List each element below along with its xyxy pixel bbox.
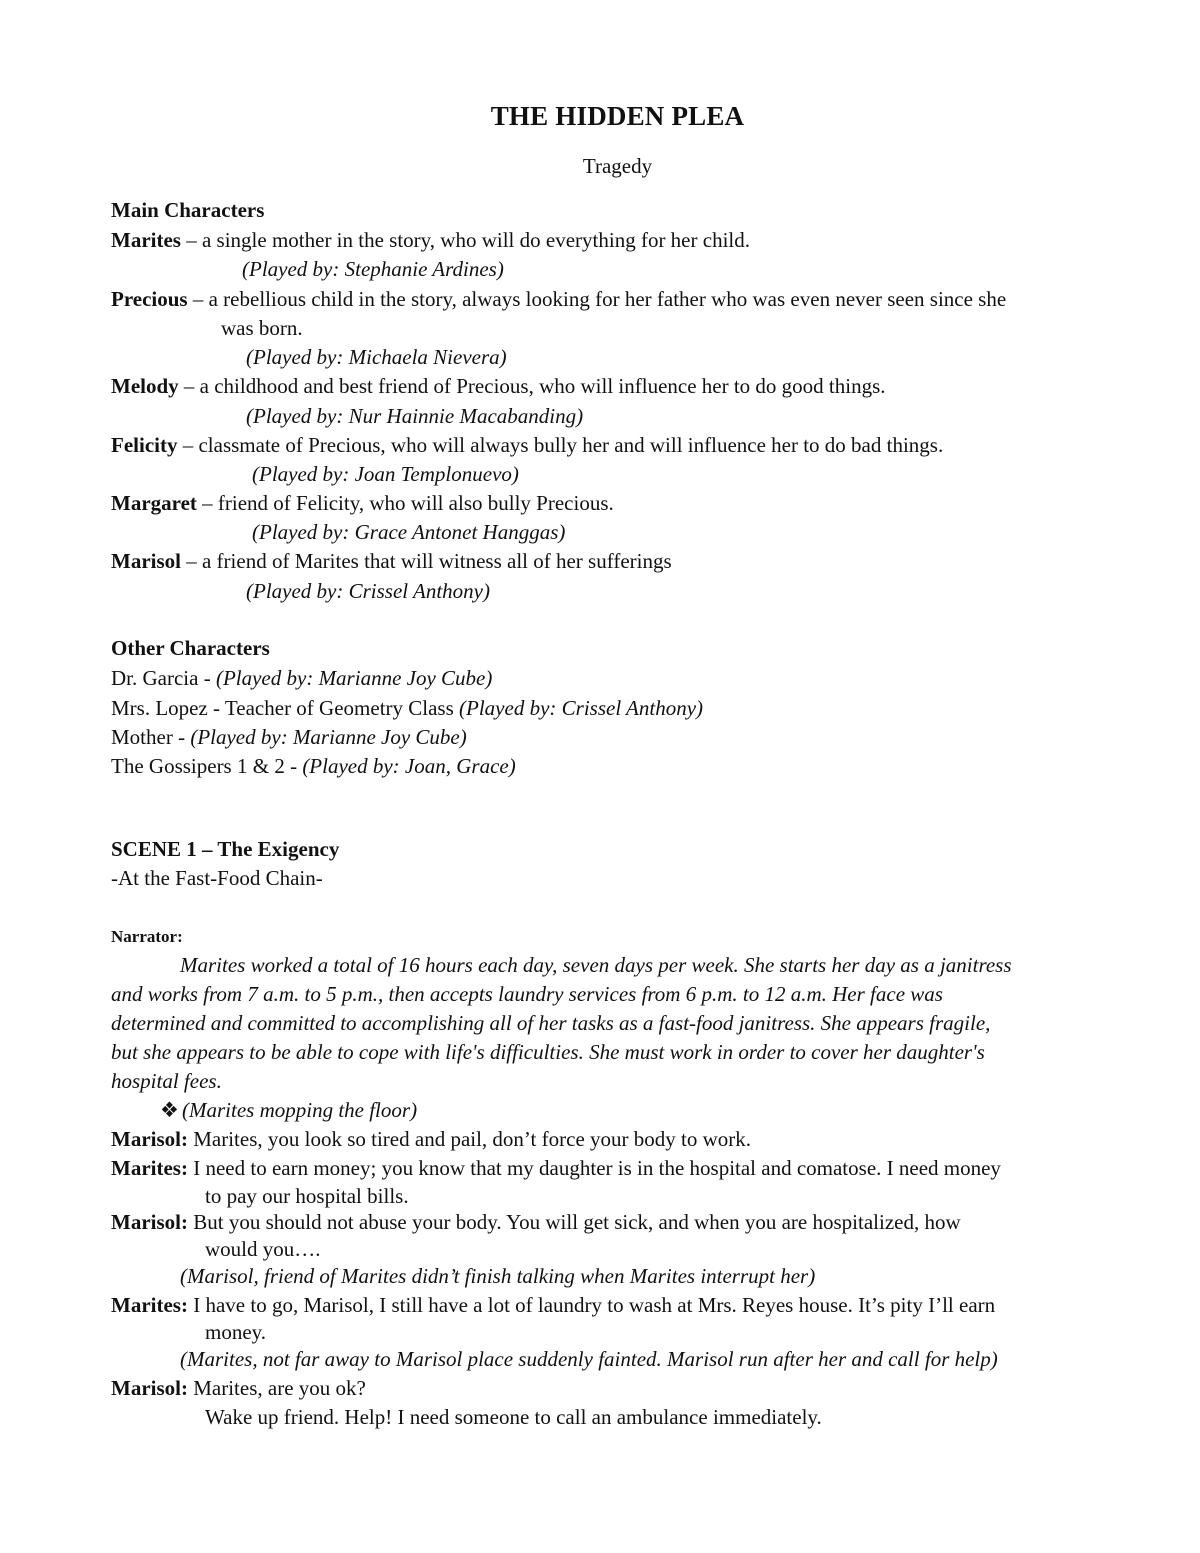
other-characters-heading: Other Characters bbox=[111, 636, 270, 660]
narration-line: determined and committed to accomplishing all of her tasks as a fast-food janitress. She appears fragile, bbox=[111, 1011, 991, 1035]
character-name: Precious bbox=[111, 287, 188, 311]
played-by: (Played by: Grace Antonet Hanggas) bbox=[252, 520, 566, 544]
speaker-name: Marisol: bbox=[111, 1127, 188, 1151]
character-description-continued: was born. bbox=[221, 316, 303, 340]
other-character-text: Mrs. Lopez - Teacher of Geometry Class bbox=[111, 696, 460, 720]
character-name: Margaret bbox=[111, 491, 197, 515]
other-character-text: Dr. Garcia - bbox=[111, 666, 216, 690]
character-description: – a rebellious child in the story, always looking for her father who was even never seen since she bbox=[187, 287, 1007, 311]
played-by: (Played by: Marianne Joy Cube) bbox=[215, 666, 493, 690]
dialogue-text: Marites, you look so tired and pail, don’t force your body to work. bbox=[187, 1127, 751, 1151]
played-by: (Played by: Crissel Anthony) bbox=[459, 696, 704, 720]
dialogue-text: Marites, are you ok? bbox=[187, 1376, 366, 1400]
main-characters-heading: Main Characters bbox=[111, 198, 265, 222]
diamond-bullet-icon: ❖ bbox=[160, 1098, 179, 1122]
dialogue-text: I need to earn money; you know that my daughter is in the hospital and comatose. I need money bbox=[187, 1156, 1001, 1180]
stage-action-text: (Marites mopping the floor) bbox=[182, 1098, 418, 1122]
dialogue-text: But you should not abuse your body. You will get sick, and when you are hospitalized, how bbox=[187, 1210, 961, 1234]
character-entry bbox=[111, 489, 614, 518]
scene-setting: -At the Fast-Food Chain- bbox=[111, 866, 323, 890]
narration-line: Marites worked a total of 16 hours each day, seven days per week. She starts her day as a janitress bbox=[180, 953, 1012, 977]
character-description: – a single mother in the story, who will do everything for her child. bbox=[180, 228, 750, 252]
character-name: Marites bbox=[111, 228, 181, 252]
speaker-name: Marisol: bbox=[111, 1376, 188, 1400]
played-by: (Played by: Crissel Anthony) bbox=[246, 579, 490, 603]
character-entry bbox=[111, 226, 750, 255]
character-name: Marisol bbox=[111, 549, 181, 573]
character-description: – a childhood and best friend of Precious, who will influence her to do good things. bbox=[178, 374, 886, 398]
speaker-name: Marites: bbox=[111, 1156, 188, 1180]
scene-heading: SCENE 1 – The Exigency bbox=[111, 837, 340, 861]
dialogue-line bbox=[111, 1291, 995, 1320]
other-character-entry bbox=[111, 752, 516, 781]
dialogue-text: I have to go, Marisol, I still have a lot of laundry to wash at Mrs. Reyes house. It’s pity I’ll earn bbox=[187, 1293, 996, 1317]
dialogue-line bbox=[111, 1154, 1001, 1183]
character-entry bbox=[111, 372, 886, 401]
played-by: (Played by: Marianne Joy Cube) bbox=[190, 725, 467, 749]
dialogue-continued: to pay our hospital bills. bbox=[205, 1184, 409, 1208]
played-by: (Played by: Michaela Nievera) bbox=[246, 345, 507, 369]
character-entry bbox=[111, 285, 1006, 314]
dialogue-line bbox=[111, 1208, 961, 1237]
stage-direction: (Marites, not far away to Marisol place suddenly fainted. Marisol run after her and call for help) bbox=[180, 1347, 998, 1371]
character-name: Felicity bbox=[111, 433, 178, 457]
play-title: THE HIDDEN PLEA bbox=[490, 101, 745, 131]
played-by: (Played by: Stephanie Ardines) bbox=[242, 257, 504, 281]
speaker-name: Marites: bbox=[111, 1293, 188, 1317]
played-by: (Played by: Joan Templonuevo) bbox=[252, 462, 519, 486]
dialogue-line bbox=[111, 1374, 366, 1403]
character-entry bbox=[111, 547, 672, 576]
narration-line: and works from 7 a.m. to 5 p.m., then accepts laundry services from 6 p.m. to 12 a.m. Her face was bbox=[111, 982, 943, 1006]
play-genre: Tragedy bbox=[582, 154, 653, 178]
other-character-entry bbox=[111, 723, 467, 752]
character-description: – a friend of Marites that will witness all of her sufferings bbox=[180, 549, 672, 573]
other-character-text: The Gossipers 1 & 2 - bbox=[111, 754, 303, 778]
other-character-text: Mother - bbox=[111, 725, 191, 749]
narration-line: hospital fees. bbox=[111, 1069, 222, 1093]
dialogue-continued: would you…. bbox=[205, 1237, 321, 1261]
dialogue-continued: money. bbox=[205, 1320, 267, 1344]
dialogue-continued: Wake up friend. Help! I need someone to call an ambulance immediately. bbox=[205, 1405, 822, 1429]
stage-action bbox=[160, 1096, 417, 1125]
character-entry bbox=[111, 431, 943, 460]
other-character-entry bbox=[111, 694, 703, 723]
stage-direction: (Marisol, friend of Marites didn’t finish talking when Marites interrupt her) bbox=[180, 1264, 816, 1288]
character-name: Melody bbox=[111, 374, 179, 398]
other-character-entry bbox=[111, 664, 492, 693]
dialogue-line bbox=[111, 1125, 751, 1154]
played-by: (Played by: Nur Hainnie Macabanding) bbox=[246, 404, 584, 428]
speaker-name: Marisol: bbox=[111, 1210, 188, 1234]
character-description: – friend of Felicity, who will also bully Precious. bbox=[196, 491, 614, 515]
narration-line: but she appears to be able to cope with life's difficulties. She must work in order to cover her daughter's bbox=[111, 1040, 985, 1064]
narrator-label: Narrator: bbox=[111, 927, 183, 946]
character-description: – classmate of Precious, who will always bully her and will influence her to do bad things. bbox=[177, 433, 944, 457]
played-by: (Played by: Joan, Grace) bbox=[302, 754, 516, 778]
